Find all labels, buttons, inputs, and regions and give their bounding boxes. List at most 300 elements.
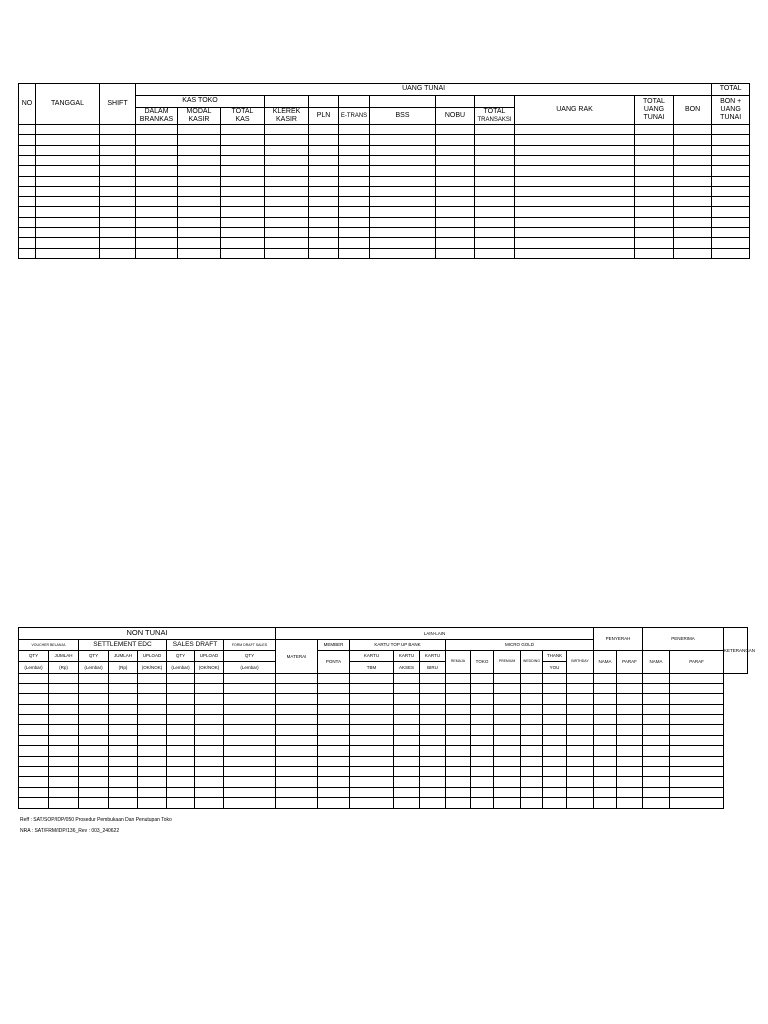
cash-table-cell[interactable] xyxy=(635,135,674,145)
non-cash-table-cell[interactable] xyxy=(224,767,276,777)
non-cash-table-cell[interactable] xyxy=(49,683,79,693)
cash-table-cell[interactable] xyxy=(674,207,712,217)
non-cash-table-cell[interactable] xyxy=(79,715,109,725)
non-cash-table-cell[interactable] xyxy=(167,683,195,693)
cash-table-cell[interactable] xyxy=(221,197,265,207)
cash-table-cell[interactable] xyxy=(136,238,178,248)
non-cash-table-cell[interactable] xyxy=(195,746,224,756)
non-cash-table-cell[interactable] xyxy=(49,694,79,704)
cash-table-cell[interactable] xyxy=(36,217,100,227)
cash-table-cell[interactable] xyxy=(178,135,221,145)
cash-table-cell[interactable] xyxy=(19,228,36,238)
cash-table-cell[interactable] xyxy=(635,248,674,258)
non-cash-table-cell[interactable] xyxy=(643,725,670,735)
non-cash-table-cell[interactable] xyxy=(420,725,446,735)
non-cash-table-cell[interactable] xyxy=(49,798,79,808)
cash-table-cell[interactable] xyxy=(36,135,100,145)
non-cash-table-cell[interactable] xyxy=(670,694,724,704)
cash-table-cell[interactable] xyxy=(178,207,221,217)
non-cash-table-cell[interactable] xyxy=(167,673,195,683)
cash-table-cell[interactable] xyxy=(309,135,339,145)
non-cash-table-cell[interactable] xyxy=(521,746,543,756)
cash-table-cell[interactable] xyxy=(712,176,750,186)
non-cash-table-cell[interactable] xyxy=(471,756,494,766)
cash-table-cell[interactable] xyxy=(19,166,36,176)
cash-table-cell[interactable] xyxy=(36,186,100,196)
non-cash-table-cell[interactable] xyxy=(446,777,471,787)
non-cash-table-cell[interactable] xyxy=(494,787,521,797)
non-cash-table-cell[interactable] xyxy=(446,704,471,714)
non-cash-table-cell[interactable] xyxy=(195,756,224,766)
non-cash-table-cell[interactable] xyxy=(394,725,420,735)
non-cash-table-cell[interactable] xyxy=(350,756,394,766)
cash-table-cell[interactable] xyxy=(136,135,178,145)
cash-table-cell[interactable] xyxy=(674,238,712,248)
cash-table-cell[interactable] xyxy=(136,166,178,176)
non-cash-table-cell[interactable] xyxy=(643,704,670,714)
cash-table-cell[interactable] xyxy=(309,207,339,217)
cash-table-cell[interactable] xyxy=(221,166,265,176)
cash-table-cell[interactable] xyxy=(475,125,515,135)
non-cash-table-cell[interactable] xyxy=(167,725,195,735)
cash-table-cell[interactable] xyxy=(36,145,100,155)
cash-table-cell[interactable] xyxy=(674,228,712,238)
non-cash-table-cell[interactable] xyxy=(109,704,138,714)
cash-table-cell[interactable] xyxy=(36,155,100,165)
cash-table-cell[interactable] xyxy=(712,125,750,135)
cash-table-cell[interactable] xyxy=(178,155,221,165)
non-cash-table-cell[interactable] xyxy=(494,694,521,704)
non-cash-table-cell[interactable] xyxy=(394,798,420,808)
cash-table-cell[interactable] xyxy=(370,248,436,258)
non-cash-table-cell[interactable] xyxy=(446,735,471,745)
cash-table-cell[interactable] xyxy=(436,238,475,248)
non-cash-table-cell[interactable] xyxy=(521,787,543,797)
non-cash-table-cell[interactable] xyxy=(224,787,276,797)
non-cash-table-cell[interactable] xyxy=(19,715,49,725)
cash-table-cell[interactable] xyxy=(635,197,674,207)
non-cash-table-cell[interactable] xyxy=(49,787,79,797)
cash-table-cell[interactable] xyxy=(515,135,635,145)
non-cash-table-cell[interactable] xyxy=(79,704,109,714)
non-cash-table-cell[interactable] xyxy=(420,715,446,725)
non-cash-table-cell[interactable] xyxy=(109,715,138,725)
cash-table-cell[interactable] xyxy=(19,186,36,196)
non-cash-table-cell[interactable] xyxy=(494,735,521,745)
non-cash-table-cell[interactable] xyxy=(109,725,138,735)
cash-table-cell[interactable] xyxy=(265,135,309,145)
non-cash-table-cell[interactable] xyxy=(670,715,724,725)
non-cash-table-cell[interactable] xyxy=(670,683,724,693)
non-cash-table-cell[interactable] xyxy=(318,683,350,693)
non-cash-table-cell[interactable] xyxy=(567,756,594,766)
cash-table-cell[interactable] xyxy=(370,176,436,186)
non-cash-table-cell[interactable] xyxy=(109,735,138,745)
non-cash-table-cell[interactable] xyxy=(471,767,494,777)
non-cash-table-cell[interactable] xyxy=(138,746,167,756)
cash-table-cell[interactable] xyxy=(475,135,515,145)
cash-table-cell[interactable] xyxy=(221,228,265,238)
non-cash-table-cell[interactable] xyxy=(543,798,567,808)
non-cash-table-cell[interactable] xyxy=(350,777,394,787)
non-cash-table-cell[interactable] xyxy=(79,746,109,756)
cash-table-cell[interactable] xyxy=(309,228,339,238)
non-cash-table-cell[interactable] xyxy=(420,683,446,693)
non-cash-table-cell[interactable] xyxy=(617,694,643,704)
non-cash-table-cell[interactable] xyxy=(318,767,350,777)
non-cash-table-cell[interactable] xyxy=(350,673,394,683)
non-cash-table-cell[interactable] xyxy=(594,767,617,777)
non-cash-table-cell[interactable] xyxy=(224,715,276,725)
non-cash-table-cell[interactable] xyxy=(350,704,394,714)
cash-table-cell[interactable] xyxy=(436,145,475,155)
non-cash-table-cell[interactable] xyxy=(19,798,49,808)
cash-table-cell[interactable] xyxy=(339,238,370,248)
cash-table-cell[interactable] xyxy=(36,248,100,258)
non-cash-table-cell[interactable] xyxy=(19,746,49,756)
cash-table-cell[interactable] xyxy=(475,145,515,155)
non-cash-table-cell[interactable] xyxy=(567,787,594,797)
non-cash-table-cell[interactable] xyxy=(446,715,471,725)
non-cash-table-cell[interactable] xyxy=(394,777,420,787)
cash-table-cell[interactable] xyxy=(674,135,712,145)
cash-table-cell[interactable] xyxy=(339,176,370,186)
non-cash-table-cell[interactable] xyxy=(394,694,420,704)
non-cash-table-cell[interactable] xyxy=(276,704,318,714)
non-cash-table-cell[interactable] xyxy=(471,735,494,745)
non-cash-table-cell[interactable] xyxy=(109,673,138,683)
non-cash-table-cell[interactable] xyxy=(276,746,318,756)
non-cash-table-cell[interactable] xyxy=(394,756,420,766)
non-cash-table-cell[interactable] xyxy=(49,767,79,777)
cash-table-cell[interactable] xyxy=(309,145,339,155)
non-cash-table-cell[interactable] xyxy=(543,725,567,735)
cash-table-cell[interactable] xyxy=(635,176,674,186)
non-cash-table-cell[interactable] xyxy=(195,704,224,714)
cash-table-cell[interactable] xyxy=(339,207,370,217)
non-cash-table-cell[interactable] xyxy=(594,673,617,683)
non-cash-table-cell[interactable] xyxy=(471,673,494,683)
non-cash-table-cell[interactable] xyxy=(643,767,670,777)
cash-table-cell[interactable] xyxy=(265,145,309,155)
non-cash-table-cell[interactable] xyxy=(643,746,670,756)
non-cash-table-cell[interactable] xyxy=(19,787,49,797)
cash-table-cell[interactable] xyxy=(265,228,309,238)
cash-table-cell[interactable] xyxy=(19,217,36,227)
cash-table-cell[interactable] xyxy=(515,248,635,258)
cash-table-cell[interactable] xyxy=(370,145,436,155)
non-cash-table-cell[interactable] xyxy=(276,725,318,735)
non-cash-table-cell[interactable] xyxy=(276,694,318,704)
non-cash-table-cell[interactable] xyxy=(167,694,195,704)
cash-table-cell[interactable] xyxy=(19,145,36,155)
cash-table-cell[interactable] xyxy=(712,135,750,145)
cash-table-cell[interactable] xyxy=(19,155,36,165)
cash-table-cell[interactable] xyxy=(100,145,136,155)
non-cash-table-cell[interactable] xyxy=(224,746,276,756)
non-cash-table-cell[interactable] xyxy=(394,704,420,714)
non-cash-table-cell[interactable] xyxy=(446,787,471,797)
non-cash-table-cell[interactable] xyxy=(670,787,724,797)
non-cash-table-cell[interactable] xyxy=(471,746,494,756)
non-cash-table-cell[interactable] xyxy=(543,694,567,704)
cash-table-cell[interactable] xyxy=(712,207,750,217)
non-cash-table-cell[interactable] xyxy=(276,777,318,787)
cash-table-cell[interactable] xyxy=(221,238,265,248)
non-cash-table-cell[interactable] xyxy=(670,746,724,756)
non-cash-table-cell[interactable] xyxy=(49,746,79,756)
cash-table-cell[interactable] xyxy=(178,145,221,155)
non-cash-table-cell[interactable] xyxy=(195,715,224,725)
non-cash-table-cell[interactable] xyxy=(79,694,109,704)
cash-table-cell[interactable] xyxy=(674,145,712,155)
non-cash-table-cell[interactable] xyxy=(318,746,350,756)
non-cash-table-cell[interactable] xyxy=(594,787,617,797)
cash-table-cell[interactable] xyxy=(178,176,221,186)
non-cash-table-cell[interactable] xyxy=(567,725,594,735)
cash-table-cell[interactable] xyxy=(370,135,436,145)
non-cash-table-cell[interactable] xyxy=(318,777,350,787)
cash-table-cell[interactable] xyxy=(221,248,265,258)
non-cash-table-cell[interactable] xyxy=(138,735,167,745)
non-cash-table-cell[interactable] xyxy=(109,756,138,766)
non-cash-table-cell[interactable] xyxy=(617,798,643,808)
non-cash-table-cell[interactable] xyxy=(567,777,594,787)
cash-table-cell[interactable] xyxy=(635,155,674,165)
non-cash-table-cell[interactable] xyxy=(19,683,49,693)
cash-table-cell[interactable] xyxy=(475,166,515,176)
cash-table-cell[interactable] xyxy=(309,155,339,165)
non-cash-table-cell[interactable] xyxy=(567,735,594,745)
cash-table-cell[interactable] xyxy=(635,145,674,155)
non-cash-table-cell[interactable] xyxy=(617,725,643,735)
non-cash-table-cell[interactable] xyxy=(643,683,670,693)
cash-table-cell[interactable] xyxy=(674,166,712,176)
non-cash-table-cell[interactable] xyxy=(594,746,617,756)
cash-table-cell[interactable] xyxy=(515,166,635,176)
non-cash-table-cell[interactable] xyxy=(79,756,109,766)
cash-table-cell[interactable] xyxy=(436,228,475,238)
non-cash-table-cell[interactable] xyxy=(543,746,567,756)
non-cash-table-cell[interactable] xyxy=(167,767,195,777)
cash-table-cell[interactable] xyxy=(370,125,436,135)
cash-table-cell[interactable] xyxy=(221,125,265,135)
cash-table-cell[interactable] xyxy=(339,248,370,258)
cash-table-cell[interactable] xyxy=(100,186,136,196)
non-cash-table-cell[interactable] xyxy=(670,735,724,745)
non-cash-table-cell[interactable] xyxy=(494,777,521,787)
non-cash-table-cell[interactable] xyxy=(224,725,276,735)
non-cash-table-cell[interactable] xyxy=(318,787,350,797)
non-cash-table-cell[interactable] xyxy=(420,735,446,745)
cash-table-cell[interactable] xyxy=(712,228,750,238)
non-cash-table-cell[interactable] xyxy=(49,725,79,735)
non-cash-table-cell[interactable] xyxy=(446,746,471,756)
cash-table-cell[interactable] xyxy=(309,248,339,258)
non-cash-table-cell[interactable] xyxy=(521,735,543,745)
cash-table-cell[interactable] xyxy=(221,135,265,145)
non-cash-table-cell[interactable] xyxy=(138,787,167,797)
non-cash-table-cell[interactable] xyxy=(446,798,471,808)
non-cash-table-cell[interactable] xyxy=(643,715,670,725)
cash-table-cell[interactable] xyxy=(712,145,750,155)
non-cash-table-cell[interactable] xyxy=(643,787,670,797)
non-cash-table-cell[interactable] xyxy=(195,683,224,693)
non-cash-table-cell[interactable] xyxy=(420,694,446,704)
non-cash-table-cell[interactable] xyxy=(494,767,521,777)
cash-table-cell[interactable] xyxy=(19,135,36,145)
cash-table-cell[interactable] xyxy=(436,125,475,135)
non-cash-table-cell[interactable] xyxy=(446,683,471,693)
non-cash-table-cell[interactable] xyxy=(420,756,446,766)
cash-table-cell[interactable] xyxy=(674,176,712,186)
non-cash-table-cell[interactable] xyxy=(567,694,594,704)
cash-table-cell[interactable] xyxy=(19,197,36,207)
cash-table-cell[interactable] xyxy=(436,166,475,176)
cash-table-cell[interactable] xyxy=(309,238,339,248)
cash-table-cell[interactable] xyxy=(221,176,265,186)
cash-table-cell[interactable] xyxy=(178,228,221,238)
non-cash-table-cell[interactable] xyxy=(138,683,167,693)
non-cash-table-cell[interactable] xyxy=(543,683,567,693)
cash-table-cell[interactable] xyxy=(475,248,515,258)
non-cash-table-cell[interactable] xyxy=(446,756,471,766)
non-cash-table-cell[interactable] xyxy=(19,694,49,704)
non-cash-table-cell[interactable] xyxy=(195,735,224,745)
non-cash-table-cell[interactable] xyxy=(594,683,617,693)
non-cash-table-cell[interactable] xyxy=(420,673,446,683)
non-cash-table-cell[interactable] xyxy=(521,673,543,683)
non-cash-table-cell[interactable] xyxy=(318,704,350,714)
cash-table-cell[interactable] xyxy=(370,197,436,207)
non-cash-table-cell[interactable] xyxy=(617,756,643,766)
cash-table-cell[interactable] xyxy=(100,135,136,145)
non-cash-table-cell[interactable] xyxy=(318,798,350,808)
non-cash-table-cell[interactable] xyxy=(49,715,79,725)
non-cash-table-cell[interactable] xyxy=(276,715,318,725)
cash-table-cell[interactable] xyxy=(515,207,635,217)
cash-table-cell[interactable] xyxy=(515,176,635,186)
cash-table-cell[interactable] xyxy=(515,145,635,155)
cash-table-cell[interactable] xyxy=(309,186,339,196)
non-cash-table-cell[interactable] xyxy=(49,704,79,714)
non-cash-table-cell[interactable] xyxy=(617,704,643,714)
non-cash-table-cell[interactable] xyxy=(167,798,195,808)
non-cash-table-cell[interactable] xyxy=(670,777,724,787)
non-cash-table-cell[interactable] xyxy=(138,725,167,735)
non-cash-table-cell[interactable] xyxy=(543,756,567,766)
non-cash-table-cell[interactable] xyxy=(276,767,318,777)
cash-table-cell[interactable] xyxy=(475,207,515,217)
non-cash-table-cell[interactable] xyxy=(318,715,350,725)
cash-table-cell[interactable] xyxy=(339,228,370,238)
non-cash-table-cell[interactable] xyxy=(446,694,471,704)
non-cash-table-cell[interactable] xyxy=(138,756,167,766)
non-cash-table-cell[interactable] xyxy=(167,735,195,745)
non-cash-table-cell[interactable] xyxy=(617,777,643,787)
non-cash-table-cell[interactable] xyxy=(350,787,394,797)
non-cash-table-cell[interactable] xyxy=(594,756,617,766)
cash-table-cell[interactable] xyxy=(100,197,136,207)
cash-table-cell[interactable] xyxy=(674,186,712,196)
cash-table-cell[interactable] xyxy=(265,238,309,248)
non-cash-table-cell[interactable] xyxy=(224,683,276,693)
non-cash-table-cell[interactable] xyxy=(521,704,543,714)
cash-table-cell[interactable] xyxy=(635,207,674,217)
non-cash-table-cell[interactable] xyxy=(543,715,567,725)
non-cash-table-cell[interactable] xyxy=(167,715,195,725)
non-cash-table-cell[interactable] xyxy=(350,683,394,693)
cash-table-cell[interactable] xyxy=(515,228,635,238)
cash-table-cell[interactable] xyxy=(712,155,750,165)
cash-table-cell[interactable] xyxy=(100,228,136,238)
non-cash-table-cell[interactable] xyxy=(643,735,670,745)
non-cash-table-cell[interactable] xyxy=(446,673,471,683)
non-cash-table-cell[interactable] xyxy=(19,725,49,735)
cash-table-cell[interactable] xyxy=(436,155,475,165)
cash-table-cell[interactable] xyxy=(100,207,136,217)
non-cash-table-cell[interactable] xyxy=(420,767,446,777)
cash-table-cell[interactable] xyxy=(339,166,370,176)
non-cash-table-cell[interactable] xyxy=(521,756,543,766)
non-cash-table-cell[interactable] xyxy=(543,735,567,745)
cash-table-cell[interactable] xyxy=(475,186,515,196)
non-cash-table-cell[interactable] xyxy=(471,725,494,735)
cash-table-cell[interactable] xyxy=(475,155,515,165)
cash-table-cell[interactable] xyxy=(221,186,265,196)
cash-table-cell[interactable] xyxy=(36,228,100,238)
non-cash-table-cell[interactable] xyxy=(276,798,318,808)
cash-table-cell[interactable] xyxy=(339,186,370,196)
non-cash-table-cell[interactable] xyxy=(471,694,494,704)
non-cash-table-cell[interactable] xyxy=(350,735,394,745)
cash-table-cell[interactable] xyxy=(36,166,100,176)
non-cash-table-cell[interactable] xyxy=(594,735,617,745)
non-cash-table-cell[interactable] xyxy=(195,767,224,777)
cash-table-cell[interactable] xyxy=(100,166,136,176)
cash-table-cell[interactable] xyxy=(674,125,712,135)
non-cash-table-cell[interactable] xyxy=(167,787,195,797)
cash-table-cell[interactable] xyxy=(178,217,221,227)
cash-table-cell[interactable] xyxy=(370,207,436,217)
non-cash-table-cell[interactable] xyxy=(318,735,350,745)
non-cash-table-cell[interactable] xyxy=(224,777,276,787)
non-cash-table-cell[interactable] xyxy=(394,787,420,797)
cash-table-cell[interactable] xyxy=(136,186,178,196)
cash-table-cell[interactable] xyxy=(712,238,750,248)
non-cash-table-cell[interactable] xyxy=(19,735,49,745)
non-cash-table-cell[interactable] xyxy=(224,673,276,683)
non-cash-table-cell[interactable] xyxy=(109,746,138,756)
non-cash-table-cell[interactable] xyxy=(670,704,724,714)
cash-table-cell[interactable] xyxy=(712,197,750,207)
cash-table-cell[interactable] xyxy=(136,176,178,186)
cash-table-cell[interactable] xyxy=(36,176,100,186)
cash-table-cell[interactable] xyxy=(515,238,635,248)
cash-table-cell[interactable] xyxy=(712,248,750,258)
non-cash-table-cell[interactable] xyxy=(521,798,543,808)
cash-table-cell[interactable] xyxy=(515,155,635,165)
non-cash-table-cell[interactable] xyxy=(643,777,670,787)
non-cash-table-cell[interactable] xyxy=(79,787,109,797)
non-cash-table-cell[interactable] xyxy=(494,725,521,735)
non-cash-table-cell[interactable] xyxy=(167,704,195,714)
non-cash-table-cell[interactable] xyxy=(195,694,224,704)
non-cash-table-cell[interactable] xyxy=(494,746,521,756)
non-cash-table-cell[interactable] xyxy=(138,767,167,777)
non-cash-table-cell[interactable] xyxy=(471,787,494,797)
non-cash-table-cell[interactable] xyxy=(79,777,109,787)
